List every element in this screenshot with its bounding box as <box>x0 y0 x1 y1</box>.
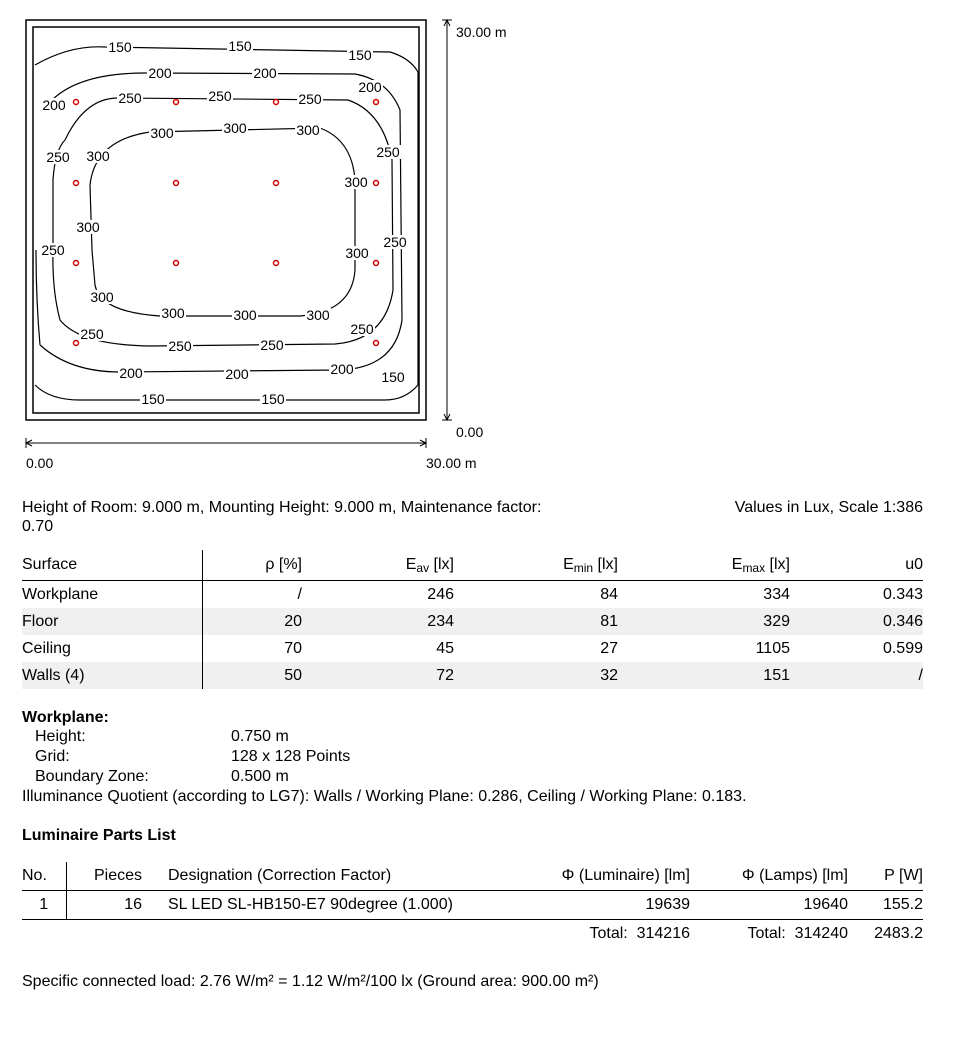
parts-title: Luminaire Parts List <box>22 827 176 844</box>
contour-label: 200 <box>358 79 382 95</box>
grid-label: Grid: <box>35 748 70 765</box>
cell-u0: 0.343 <box>882 585 923 603</box>
contour-label: 300 <box>223 120 247 136</box>
contour-label: 250 <box>298 91 322 107</box>
cell-emax: 329 <box>618 608 790 635</box>
contour-label: 300 <box>150 125 174 141</box>
cell-surface: Workplane <box>22 581 202 609</box>
table-row <box>22 581 923 609</box>
dim-bottom-y-label: 0.00 <box>456 424 484 440</box>
cell-eav: 234 <box>302 608 454 635</box>
luminaire-marker <box>374 100 379 105</box>
boundary-label: Boundary Zone: <box>35 768 149 785</box>
cell-surface: Ceiling <box>22 635 202 662</box>
totals-row <box>22 920 923 949</box>
contour-label: 200 <box>42 97 66 113</box>
contour-label: 300 <box>233 307 257 323</box>
isolux-plan <box>0 0 953 480</box>
col-emax: $E_{max}$ [lx] <box>731 556 790 575</box>
contour-label: 250 <box>383 234 407 250</box>
cell-u0: 0.599 <box>882 639 923 657</box>
col-rho: ρ [%] <box>265 556 302 573</box>
col-designation: Designation (Correction Factor) <box>168 867 392 884</box>
cell-no: 1 <box>22 891 66 920</box>
room-info-line2: 0.70 <box>22 518 54 535</box>
luminaire-marker <box>274 100 279 105</box>
workplane-height <box>22 727 922 747</box>
contour-label: 200 <box>253 65 277 81</box>
workplane-grid <box>22 747 922 767</box>
cell-rho: 70 <box>284 639 302 657</box>
contour-label: 150 <box>381 369 405 385</box>
col-surface: Surface <box>22 550 202 581</box>
cell-emax: 151 <box>618 662 790 689</box>
contour-label: 300 <box>345 245 369 261</box>
cell-u0: 0.346 <box>790 608 923 635</box>
contour-label: 200 <box>148 65 172 81</box>
dim-origin-label: 0.00 <box>26 455 54 471</box>
contour-label: 250 <box>208 88 232 104</box>
cell-eav: 72 <box>302 662 454 689</box>
luminaire-marker <box>74 181 79 186</box>
cell-rho: 20 <box>202 608 302 635</box>
scale-info: Values in Lux, Scale 1:386 <box>734 499 923 516</box>
contour-label: 250 <box>80 326 104 342</box>
horizontal-dimension <box>26 438 426 448</box>
luminaire-marker <box>374 341 379 346</box>
luminaire-marker <box>74 261 79 266</box>
surfaces-table <box>22 550 923 689</box>
room-info-line: Height of Room: 9.000 m, Mounting Height: 9.000 m, Maintenance factor: <box>22 499 542 516</box>
surfaces-header-row <box>22 550 923 581</box>
cell-flux-lamps: 19640 <box>803 896 848 913</box>
cell-emin: 81 <box>454 608 618 635</box>
total-flux-luminaire: Total: 314216 <box>589 925 690 942</box>
contour-labels <box>40 38 408 407</box>
dim-right-label: 30.00 m <box>426 455 477 471</box>
col-u0: u0 <box>905 556 923 573</box>
contour-label: 300 <box>76 219 100 235</box>
cell-surface: Floor <box>22 608 202 635</box>
col-no: No. <box>22 862 66 891</box>
height-value: 0.750 m <box>231 728 289 745</box>
cell-rho: / <box>297 585 302 603</box>
table-row <box>22 608 923 635</box>
contour-label: 150 <box>228 38 252 54</box>
col-pieces: Pieces <box>93 867 142 884</box>
cell-power: 155.2 <box>882 896 923 913</box>
cell-pieces: 16 <box>124 896 142 913</box>
cell-designation: SL LED SL-HB150-E7 90degree (1.000) <box>168 896 453 913</box>
contour-label: 300 <box>90 289 114 305</box>
cell-flux-luminaire: 19639 <box>645 896 690 913</box>
col-emin: $E_{min}$ [lx] <box>563 556 618 575</box>
cell-u0: / <box>790 662 923 689</box>
vertical-dimension <box>442 20 452 420</box>
cell-emin: 32 <box>454 662 618 689</box>
total-flux-lamps: Total: 314240 <box>747 925 848 942</box>
table-row <box>22 662 923 689</box>
table-row <box>22 635 923 662</box>
contour-label: 200 <box>225 366 249 382</box>
luminaire-marker <box>174 181 179 186</box>
cell-emax: 1105 <box>755 639 790 657</box>
contour-label: 300 <box>86 148 110 164</box>
contour-label: 150 <box>348 47 372 63</box>
luminaire-marker <box>274 261 279 266</box>
height-label: Height: <box>35 728 86 745</box>
contour-label: 200 <box>330 361 354 377</box>
room-info <box>22 498 642 536</box>
contour-label: 250 <box>41 242 65 258</box>
contour-label: 150 <box>108 39 132 55</box>
contour-label: 250 <box>260 337 284 353</box>
workplane-section <box>22 708 922 806</box>
parts-header-row <box>22 862 923 891</box>
contour-label: 150 <box>141 391 165 407</box>
contour-label: 300 <box>161 305 185 321</box>
luminaire-marker <box>174 100 179 105</box>
luminaire-marker <box>74 341 79 346</box>
grid-value: 128 x 128 Points <box>231 748 351 765</box>
col-flux-lamps: Φ (Lamps) [lm] <box>741 867 848 884</box>
cell-emin: 27 <box>600 639 618 657</box>
cell-emax: 334 <box>763 585 790 603</box>
luminaire-marker <box>174 261 179 266</box>
cell-surface: Walls (4) <box>22 662 202 689</box>
dim-top-label: 30.00 m <box>456 24 507 40</box>
col-power: P [W] <box>884 867 923 884</box>
contour-label: 300 <box>296 122 320 138</box>
luminaire-marker <box>274 181 279 186</box>
contour-300 <box>90 128 355 316</box>
total-power: 2483.2 <box>874 925 923 942</box>
parts-table <box>22 862 923 948</box>
contour-label: 250 <box>350 321 374 337</box>
workplane-title: Workplane: <box>22 709 109 726</box>
contour-label: 300 <box>306 307 330 323</box>
table-row <box>22 891 923 920</box>
contour-label: 250 <box>46 149 70 165</box>
contour-label: 150 <box>261 391 285 407</box>
contour-label: 250 <box>168 338 192 354</box>
contour-label: 200 <box>119 365 143 381</box>
cell-emin: 84 <box>600 585 618 603</box>
contour-label: 250 <box>118 90 142 106</box>
illuminance-quotient: Illuminance Quotient (according to LG7): Walls / Working Plane: 0.286, Ceiling / Working Plane: 0.183. <box>22 788 747 805</box>
luminaire-marker <box>374 181 379 186</box>
cell-eav: 246 <box>427 585 454 603</box>
contour-label: 300 <box>344 174 368 190</box>
col-eav: $E_{av}$ [lx] <box>405 556 454 575</box>
cell-eav: 45 <box>436 639 454 657</box>
luminaire-marker <box>374 261 379 266</box>
cell-rho: 50 <box>202 662 302 689</box>
luminaire-marker <box>74 100 79 105</box>
boundary-value: 0.500 m <box>231 768 289 785</box>
contour-label: 250 <box>376 144 400 160</box>
specific-load: Specific connected load: 2.76 W/m² = 1.12 W/m²/100 lx (Ground area: 900.00 m²) <box>22 973 599 990</box>
workplane-boundary <box>22 767 922 787</box>
col-flux-luminaire: Φ (Luminaire) [lm] <box>561 867 690 884</box>
